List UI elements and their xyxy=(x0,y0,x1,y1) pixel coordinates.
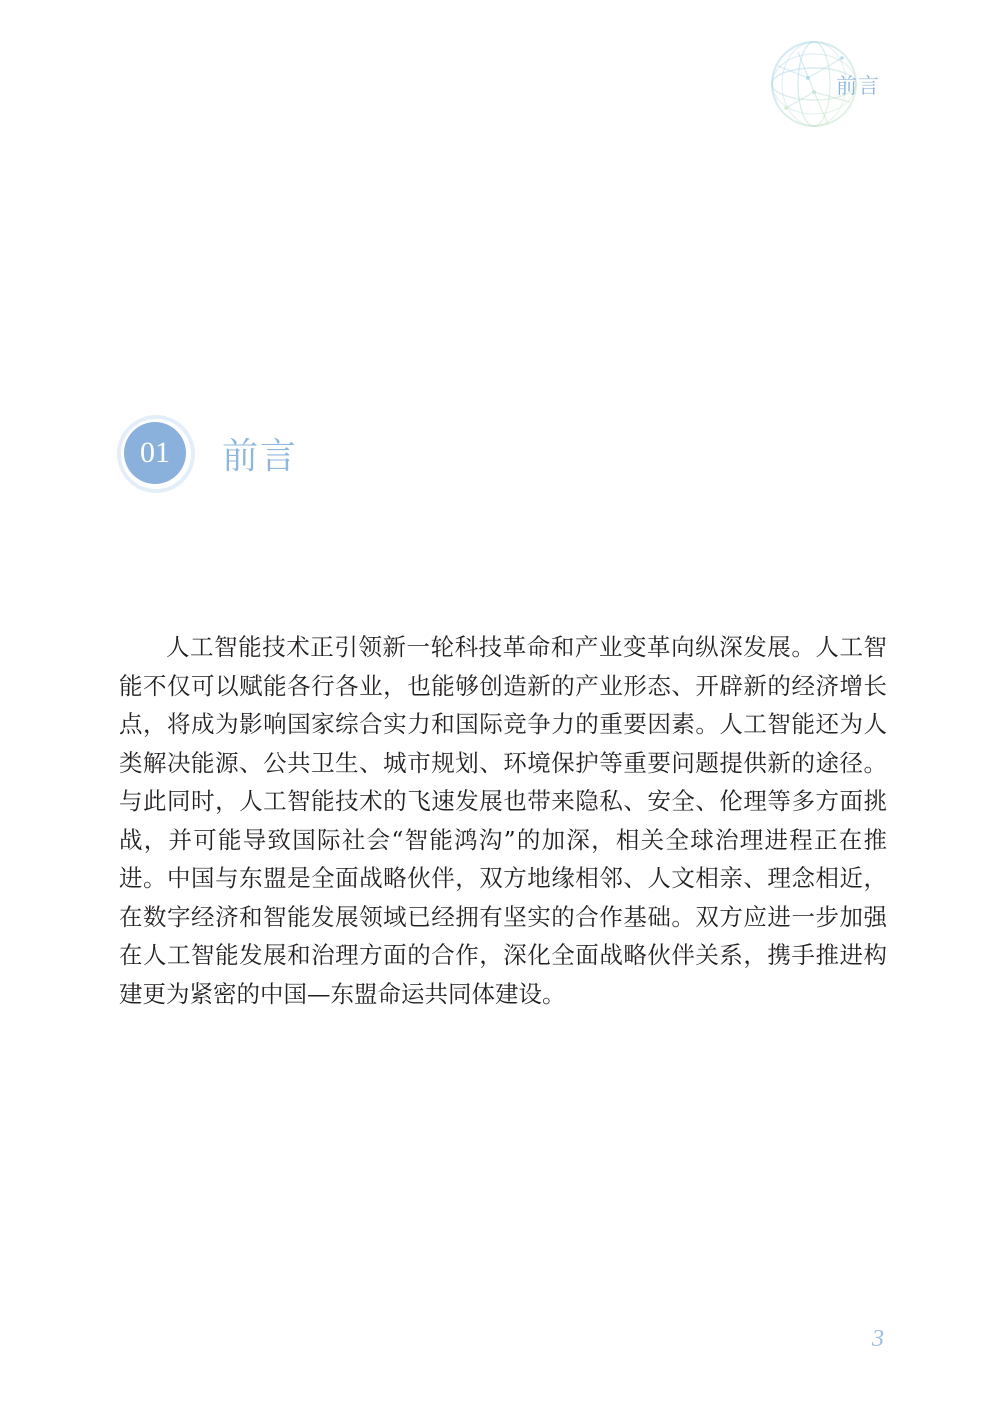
running-header-title: 前言 xyxy=(836,74,880,98)
section-number: 01 xyxy=(140,436,170,469)
body-paragraph: 人工智能技术正引领新一轮科技革命和产业变革向纵深发展。人工智能不仅可以赋能各行各业，也能够创造新的产业形态、开辟新的经济增长点，将成为影响国家综合实力和国际竞争力的重要因素。人工智能还为人类解决能源、公共卫生、城市规划、环境保护等重要问题提供新的途径。与此同时，人工智能技术的飞速发展也带来隐私、安全、伦理等多方面挑战，并可能导致国际社会“智能鸿沟”的加深，相关全球治理进程正在推进。中国与东盟是全面战略伙伴，双方地缘相邻、人文相亲、理念相近，在数字经济和智能发展领域已经拥有坚实的合作基础。双方应进一步加强在人工智能发展和治理方面的合作，深化全面战略伙伴关系，携手推进构建更为紧密的中国—东盟命运共同体建设。 xyxy=(119,633,887,1008)
section-title: 前言 xyxy=(222,436,299,477)
page-number: 3 xyxy=(872,1326,884,1352)
